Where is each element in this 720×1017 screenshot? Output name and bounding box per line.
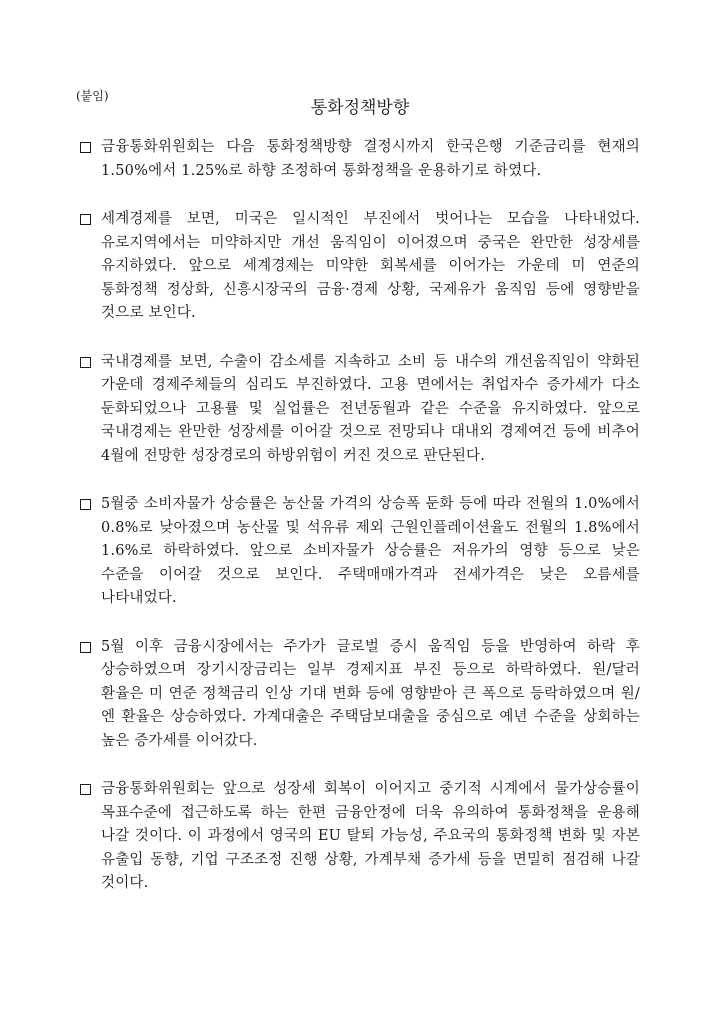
section-policy-outlook — [80, 778, 640, 896]
attachment-label: (붙임) — [76, 89, 109, 103]
checkbox-square-icon — [80, 357, 91, 368]
checkbox-square-icon — [80, 642, 91, 653]
section-global-economy — [80, 208, 640, 326]
checkbox-square-icon — [80, 784, 91, 795]
section-domestic-economy — [80, 351, 640, 469]
section-text: 5월중 소비자물가 상승률은 농산물 가격의 상승폭 둔화 등에 따라 전월의 1.0%에서 0.8%로 낮아졌으며 농산물 및 석유류 제외 근원인플레이션율도 전월의 1.8%에서 1.6%로 하락하였다. 앞으로 소비자물가 상승률은 저유가의 영향 등으로 낮은 수준을 이어갈 것으로 보인다. 주택매매가격과 전세가격은 낮은 오름세를 나타내었다. — [101, 496, 640, 606]
section-text: 금융통화위원회는 다음 통화정책방향 결정시까지 한국은행 기준금리를 현재의 1.50%에서 1.25%로 하향 조정하여 통화정책을 운용하기로 하였다. — [101, 139, 640, 179]
checkbox-square-icon — [80, 142, 91, 153]
policy-sections — [80, 136, 640, 921]
document-title: 통화정책방향 — [310, 98, 410, 118]
section-text: 국내경제를 보면, 수출이 감소세를 지속하고 소비 등 내수의 개선움직임이 약화된 가운데 경제주체들의 심리도 부진하였다. 고용 면에서는 취업자수 증가세가 다소 둔화되었으나 고용률 및 실업률은 전년동월과 같은 수준을 유지하였다. 앞으로 국내경제는 완만한 성장세를 이어갈 것으로 전망되나 대내외 경제여건 등에 비추어 4월에 전망한 성장경로의 하방위험이 커진 것으로 판단된다. — [101, 353, 640, 464]
section-consumer-prices — [80, 493, 640, 611]
checkbox-square-icon — [80, 214, 91, 225]
section-text: 금융통화위원회는 앞으로 성장세 회복이 이어지고 중기적 시계에서 물가상승률이 목표수준에 접근하도록 하는 한편 금융안정에 더욱 유의하여 통화정책을 운용해 나갈 것이다. 이 과정에서 영국의 EU 탈퇴 가능성, 주요국의 통화정책 변화 및 자본 유출입 동향, 기업 구조조정 진행 상황, 가계부채 증가세 등을 면밀히 점검해 나갈 것이다. — [101, 781, 640, 891]
section-rate-decision — [80, 136, 640, 183]
section-financial-markets — [80, 636, 640, 754]
checkbox-square-icon — [80, 499, 91, 510]
section-text: 5월 이후 금융시장에서는 주가가 글로벌 증시 움직임 등을 반영하여 하락 후 상승하였으며 장기시장금리는 일부 경제지표 부진 등으로 하락하였다. 원/달러 환율은 미 연준 정책금리 인상 기대 변화 등에 영향받아 큰 폭으로 등락하였으며 원/엔 환율은 상승하였다. 가계대출은 주택담보대출을 중심으로 예년 수준을 상회하는 높은 증가세를 이어갔다. — [101, 638, 640, 749]
section-text: 세계경제를 보면, 미국은 일시적인 부진에서 벗어나는 모습을 나타내었다. 유로지역에서는 미약하지만 개선 움직임이 이어졌으며 중국은 완만한 성장세를 유지하였다. 앞으로 세계경제는 미약한 회복세를 이어가는 가운데 미 연준의 통화정책 정상화, 신흥시장국의 금융·경제 상황, 국제유가 움직임 등에 영향받을 것으로 보인다. — [101, 211, 640, 321]
